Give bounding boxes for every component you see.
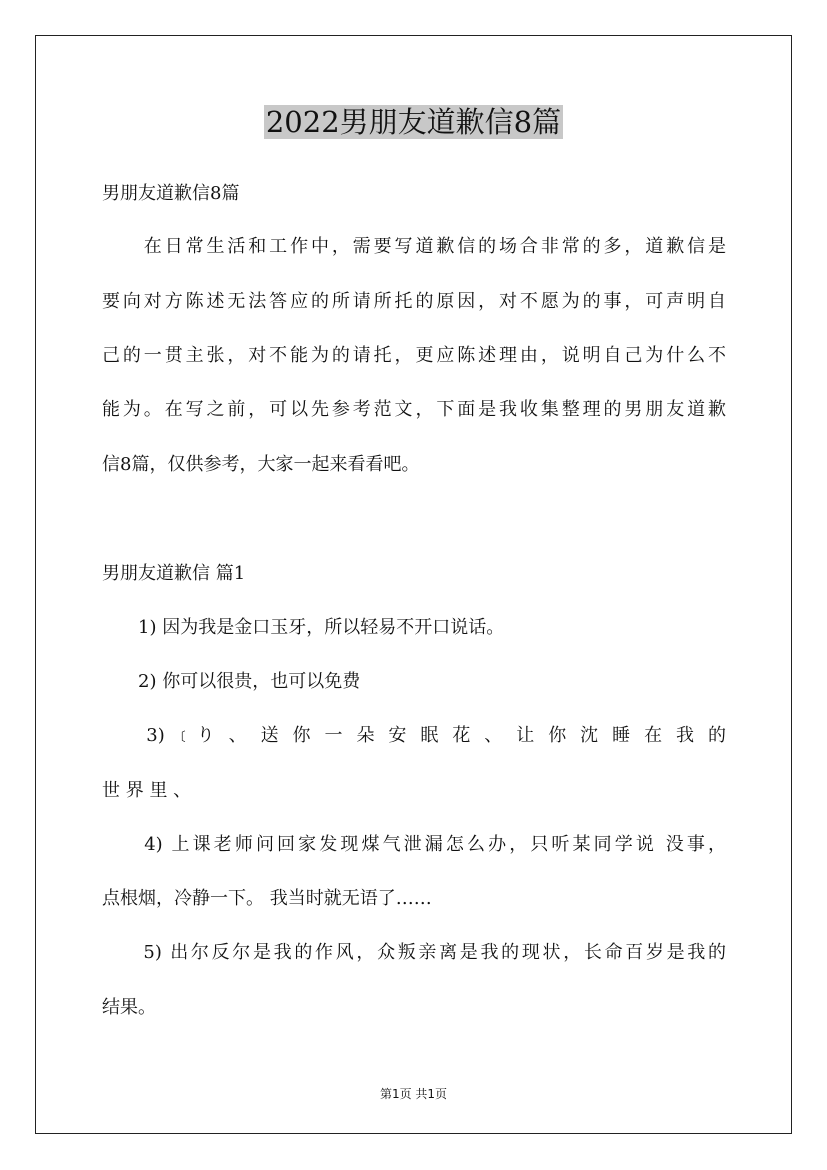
intro-line-1: 在日常生活和工作中，需要写道歉信的场合非常的多，道歉信是: [102, 236, 726, 257]
item-line-6: 点根烟，冷静一下。 我当时就无语了……: [102, 888, 432, 909]
intro-line-3: 己的一贯主张，对不能为的请托，更应陈述理由，说明自己为什么不: [102, 345, 726, 366]
item-line-7: 5) 出尔反尔是我的作风，众叛亲离是我的现状，长命百岁是我的: [102, 942, 726, 963]
intro-line-2: 要向对方陈述无法答应的所请所托的原因，对不愿为的事，可声明自: [102, 291, 726, 312]
subtitle: 男朋友道歉信8篇: [102, 183, 240, 204]
intro-line-4: 能为。在写之前，可以先参考范文，下面是我收集整理的男朋友道歉: [102, 399, 726, 420]
item-line-5: 4) 上课老师问回家发现煤气泄漏怎么办，只听某同学说 没事，: [102, 834, 726, 855]
item-line-4: 世 界 里 、: [102, 780, 192, 801]
item-line-2: 2) 你可以很贵，也可以免费: [102, 671, 361, 692]
document-title-container: [0, 100, 827, 144]
page-footer: 第1页 共1页: [379, 1087, 448, 1101]
document-title: 2022男朋友道歉信8篇: [265, 105, 562, 139]
intro-line-5: 信8篇，仅供参考，大家一起来看看吧。: [102, 454, 420, 475]
item-line-8: 结果。: [102, 997, 156, 1018]
item-line-3: 3) ﹝り 、 送 你 一 朵 安 眠 花 、 让 你 沈 睡 在 我 的: [102, 725, 726, 746]
section-heading: 男朋友道歉信 篇1: [102, 563, 246, 584]
item-line-1: 1) 因为我是金口玉牙，所以轻易不开口说话。: [102, 617, 505, 638]
